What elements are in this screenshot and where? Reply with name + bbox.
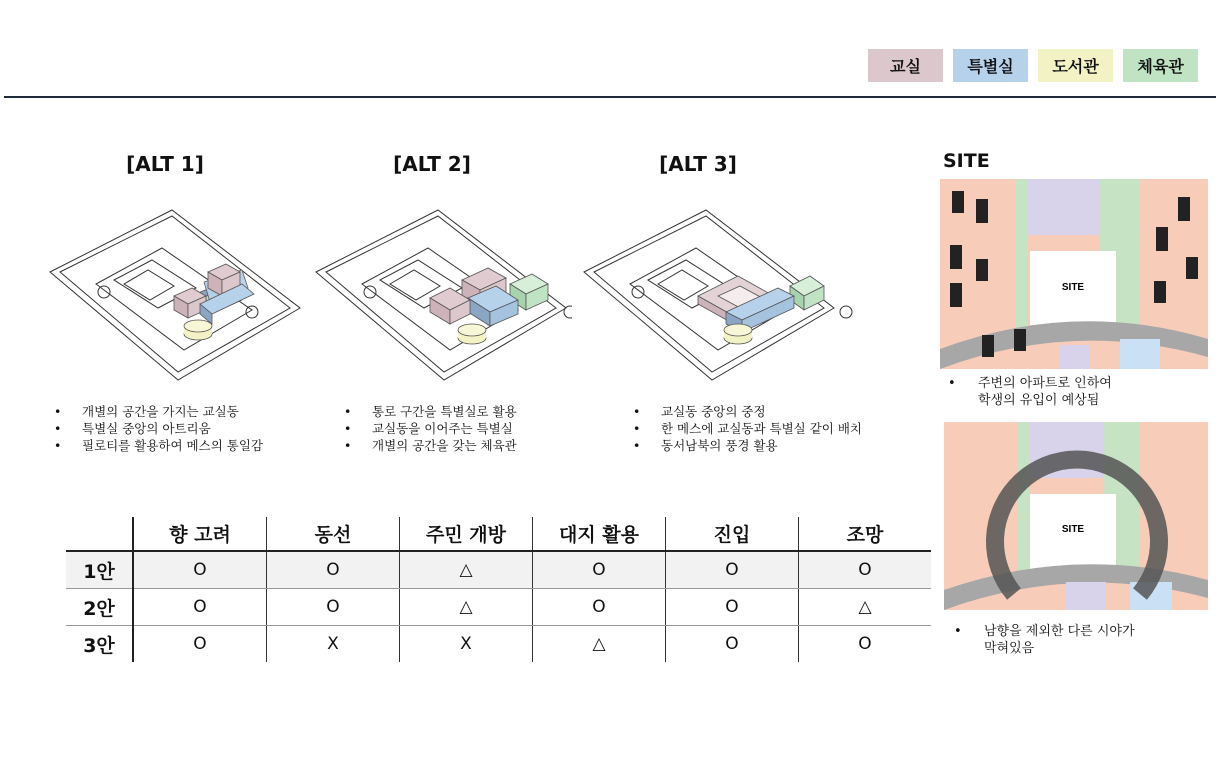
legend-special-room: 특별실 [953,49,1028,82]
table-cell: O [666,589,799,626]
col-header: 주민 개방 [400,517,533,551]
site-note-2-line2: 막혀있음 [984,641,1035,656]
bullet-icon: • [954,624,962,639]
alt2-bullet: • 교실동을 이어주는 특별실 [342,420,517,437]
alt3-bullet: • 한 메스에 교실동과 특별실 같이 배치 [631,420,862,437]
alt1-bullet: • 개별의 공간을 가지는 교실동 [52,403,263,420]
site-map2-label: SITE [1061,524,1085,535]
table-cell: O [799,626,932,663]
col-header: 조망 [799,517,932,551]
site-note-2 [954,624,1208,658]
site-note-1 [948,376,1208,410]
table-cell: O [666,551,799,589]
table-cell: X [400,626,533,663]
alt3-bullets [631,403,862,454]
alt2-bullets [342,403,517,454]
alt2-bullet: • 개별의 공간을 갖는 체육관 [342,437,517,454]
table-header-row [66,517,931,551]
site-title: SITE [943,150,990,172]
table-cell: △ [400,551,533,589]
table-row [66,626,931,663]
table-cell: O [267,589,400,626]
row-label: 1안 [66,551,133,589]
table-cell: O [799,551,932,589]
site-note-1-line2: 학생의 유입이 예상됨 [978,393,1100,408]
alt1-bullets [52,403,263,454]
table-row [66,589,931,626]
table-cell: X [267,626,400,663]
alt1-bullet: • 필로티를 활용하여 메스의 통일감 [52,437,263,454]
row-label: 3안 [83,634,115,657]
col-header: 대지 활용 [533,517,666,551]
site-note-1-line1: 주변의 아파트로 인하여 [978,376,1112,391]
header-divider [4,96,1216,98]
site-map-views [944,422,1208,610]
legend-classroom: 교실 [868,49,943,82]
bullet-icon: • [948,376,956,391]
col-header: 진입 [666,517,799,551]
table-cell: O [666,626,799,663]
alt2-bullet: • 통로 구간을 특별실로 활용 [342,403,517,420]
alt3-title: [ALT 3] [659,152,737,176]
alt2-title: [ALT 2] [393,152,471,176]
table-cell: O [267,551,400,589]
site-note-2-line1: 남향을 제외한 다른 시야가 [984,624,1135,639]
alt2-diagram [310,200,572,385]
legend-gym: 체육관 [1123,49,1198,82]
site-map-apartments [940,179,1208,369]
table-cell: △ [799,589,932,626]
alt1-title: [ALT 1] [126,152,204,176]
site-map-label: SITE [1061,282,1085,293]
table-cell: O [133,626,267,663]
alt1-diagram [44,200,306,385]
row-label: 2안 [66,589,133,626]
col-header: 동선 [267,517,400,551]
col-header: 향 고려 [133,517,267,551]
alt3-bullet: • 교실동 중앙의 중정 [631,403,862,420]
table-row [66,551,931,589]
table-cell: △ [533,626,666,663]
table-cell: O [133,589,267,626]
table-cell: O [533,589,666,626]
table-cell: O [533,551,666,589]
comparison-table [66,517,931,662]
table-cell: O [133,551,267,589]
alt3-diagram [578,200,860,385]
alt3-bullet: • 동서남북의 풍경 활용 [631,437,862,454]
table-cell: △ [400,589,533,626]
legend-library: 도서관 [1038,49,1113,82]
alt1-bullet: • 특별실 중앙의 아트리움 [52,420,263,437]
